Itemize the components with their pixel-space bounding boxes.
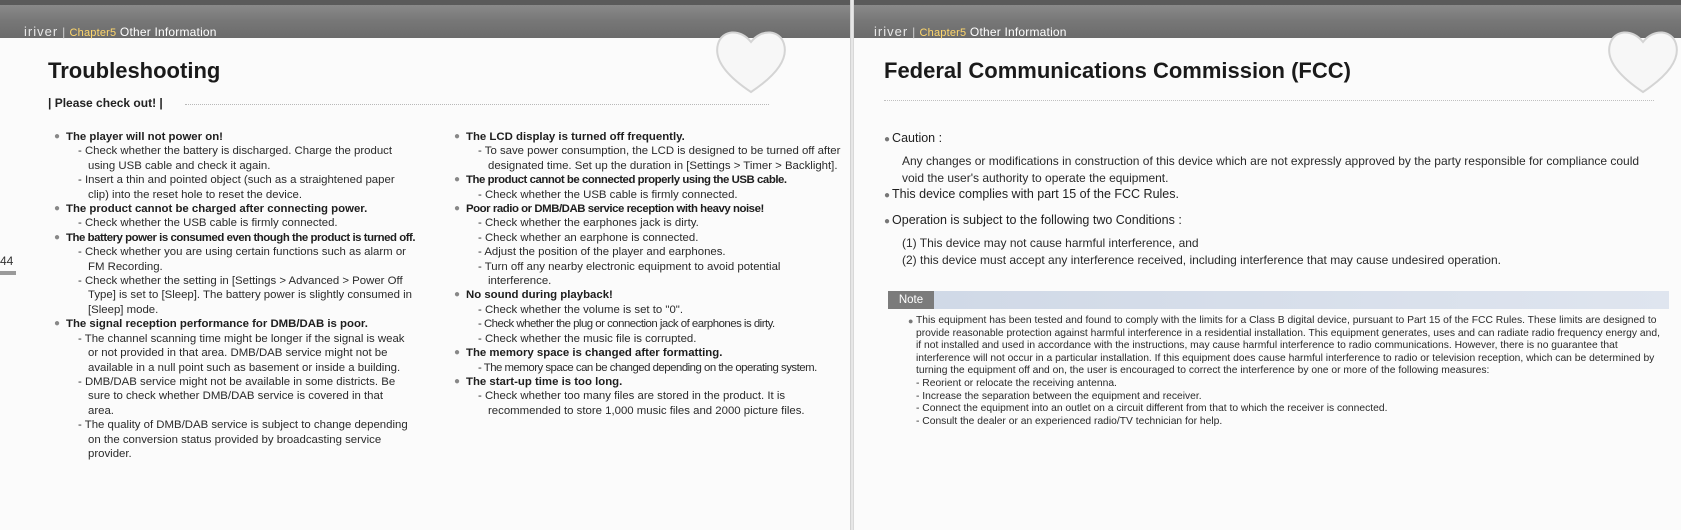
problem-heading: The battery power is consumed even though the product is turned off. (66, 231, 416, 244)
page-title: Troubleshooting (48, 58, 221, 83)
section-subtitle: | Please check out! | (48, 96, 163, 110)
solution-line: - DMB/DAB service might not be available in some districts. Be sure to check whether DMB/DAB service is covered in that area. (78, 375, 396, 417)
solution-line: - Insert a thin and pointed object (such as a straightened paper clip) into the reset hole to reset the device. (78, 174, 395, 201)
operation-label: Operation is subject to the following two Conditions : (892, 213, 1182, 227)
bullet-icon: ● (54, 131, 61, 142)
page-marker (0, 271, 16, 275)
problem-heading: The product cannot be connected properly using the USB cable. (466, 174, 787, 187)
solution-line: - Check whether the USB cable is firmly connected. (78, 217, 338, 230)
solution-line: - Check whether the volume is set to "0". (478, 303, 683, 316)
troubleshooting-item (452, 288, 842, 346)
part15-block: ● This device complies with part 15 of the FCC Rules. (884, 187, 1179, 201)
chapter-label: Chapter5 (919, 27, 967, 39)
troubleshooting-item (452, 346, 842, 375)
solution-line: - The quality of DMB/DAB service is subject to change depending on the conversion status provided by broadcasting service provider. (78, 419, 408, 460)
condition-1: (1) This device may not cause harmful interference, and (902, 236, 1199, 250)
caution-label: Caution : (892, 131, 943, 145)
solution-line: - Check whether you are using certain functions such as alarm or FM Recording. (78, 246, 406, 273)
solution-line: - Check whether the battery is discharged. Charge the product using USB cable and check it again. (78, 145, 393, 172)
right-page (854, 0, 1681, 530)
bullet-icon: ● (454, 131, 461, 142)
part15-statement: This device complies with part 15 of the FCC Rules. (892, 187, 1179, 201)
troubleshooting-item (52, 231, 416, 317)
solution-line: - Check whether an earphone is connected. (478, 231, 699, 244)
troubleshooting-item (52, 202, 412, 231)
solution-line: - Check whether too many files are stored in the product. It is recommended to store 1,000 music files and 2000 picture files. (478, 390, 805, 417)
breadcrumb-separator: | (912, 25, 916, 39)
solution-line: - The channel scanning time might be longer if the signal is weak or not provided in that area. DMB/DAB service might not be available in a null point such as basement or inside a building. (78, 332, 405, 374)
troubleshooting-item (452, 202, 842, 288)
bullet-icon: ● (54, 231, 61, 243)
problem-heading: The player will not power on! (66, 131, 223, 143)
bullet-icon: ● (454, 375, 461, 387)
solution-line: - Turn off any nearby electronic equipment to avoid potential interference. (478, 260, 781, 288)
note-body: ● This equipment has been tested and found to comply with the limits for a Class B digital device, pursuant to Part 15 of the FCC Rules. These limits are designed to provide reasonable protection against harmful interference in a residential installation. This equipment generates, uses and can radiate radio frequency energy and, if not installed and used in accordance with the instructions, may cause harmful interference to radio communications. However, there is no guarantee that interference will not occur in a particular installation. If this equipment does cause harmful interference to radio or television reception, which can be determined by turning the equipment off and on, the user is encouraged to correct the interference by one or more of the following measures: - Reorient or relocate the receiving antenna. - Increase the separation between the equipment and receiver. - Connect the equipment into an outlet on a circuit different from that to which the receiver is connected. - Consult the dealer or an experienced radio/TV technician for help. (908, 315, 1664, 428)
chapter-label: Chapter5 (69, 27, 117, 39)
problem-heading: The signal reception performance for DMB/DAB is poor. (66, 318, 368, 331)
caution-block: ● Caution : Any changes or modifications in construction of this device which are not expressly approved by the party responsible for compliance could void the user's authority to operate the equipment. (884, 130, 1654, 187)
troubleshooting-item (452, 173, 842, 202)
troubleshooting-item (52, 130, 412, 202)
problem-heading: The memory space is changed after formatting. (466, 347, 723, 360)
caution-text: Any changes or modifications in construction of this device which are not expressly approved by the party responsible for compliance could void the user's authority to operate the equipment. (902, 154, 1640, 185)
bullet-icon: ● (454, 203, 461, 215)
bullet-icon: ● (454, 289, 461, 301)
section-label: Other Information (119, 25, 217, 39)
problem-heading: The product cannot be charged after connecting power. (66, 203, 368, 216)
bullet-icon: ● (54, 318, 61, 330)
heart-outline-icon (706, 14, 796, 104)
troubleshooting-column-2 (452, 130, 842, 418)
breadcrumb (24, 24, 217, 39)
section-label: Other Information (969, 25, 1067, 39)
note-label: Note (888, 291, 934, 309)
bullet-icon: ● (454, 174, 461, 186)
measure-item: - Reorient or relocate the receiving antenna. (916, 377, 1117, 389)
page-number: 44 (0, 254, 14, 268)
problem-heading: The LCD display is turned off frequently. (466, 131, 685, 143)
breadcrumb (874, 24, 1067, 39)
note-header-bar (888, 291, 1669, 309)
solution-line: - Check whether the music file is corrupted. (478, 332, 697, 345)
header-bar (854, 0, 1681, 38)
solution-line: - Check whether the USB cable is firmly connected. (478, 188, 738, 201)
solution-line: - Check whether the earphones jack is dirty. (478, 217, 699, 230)
subtitle-divider (185, 104, 769, 105)
solution-line: - The memory space can be changed depending on the operating system. (478, 361, 817, 374)
problem-heading: Poor radio or DMB/DAB service reception with heavy noise! (466, 203, 764, 216)
bullet-icon: ● (454, 347, 461, 359)
troubleshooting-item (452, 130, 842, 173)
page-title: Federal Communications Commission (FCC) (884, 58, 1351, 83)
measure-item: - Consult the dealer or an experienced radio/TV technician for help. (916, 415, 1223, 427)
heart-outline-icon (1598, 14, 1681, 104)
solution-line: - Check whether the plug or connection jack of earphones is dirty. (478, 318, 775, 331)
measure-item: - Connect the equipment into an outlet on a circuit different from that to which the receiver is connected. (916, 403, 1388, 415)
troubleshooting-column-1 (52, 130, 416, 461)
breadcrumb-separator: | (62, 25, 66, 39)
note-text: This equipment has been tested and found to comply with the limits for a Class B digital device, pursuant to Part 15 of the FCC Rules. These limits are designed to provide reasonable protection against harmful interference in a residential installation. This equipment generates, uses and can radiate radio frequency energy and, if not installed and used in accordance with the instructions, may cause harmful interference to radio communications. However, there is no guarantee that interference will not occur in a particular installation. If this equipment does cause harmful interference to radio or television reception, which can be determined by turning the equipment off and on, the user is encouraged to correct the interference by one or more of the following measures: (916, 315, 1660, 377)
solution-line: - To save power consumption, the LCD is designed to be turned off after designated time. Set up the duration in [Settings > Timer > Backlight]. (478, 145, 841, 172)
brand-logo: iriver (874, 24, 909, 39)
brand-logo: iriver (24, 24, 59, 39)
solution-line: - Adjust the position of the player and earphones. (478, 246, 726, 259)
measure-item: - Increase the separation between the equipment and receiver. (916, 390, 1202, 402)
problem-heading: No sound during playback! (466, 289, 613, 302)
bullet-icon: ● (54, 203, 61, 215)
problem-heading: The start-up time is too long. (466, 375, 623, 388)
condition-2: (2) this device must accept any interference received, including interference that may cause undesired operation. (902, 253, 1501, 267)
title-divider (884, 100, 1654, 101)
troubleshooting-item (452, 375, 842, 418)
measures-list (908, 378, 1664, 428)
troubleshooting-item (52, 317, 412, 461)
solution-line: - Check whether the setting in [Settings > Advanced > Power Off Type] is set to [Sleep]. The battery power is slightly consumed in [Sleep] mode. (78, 275, 412, 316)
operation-block: ● Operation is subject to the following two Conditions : (1) This device may not cause harmful interference, and (2) this device must accept any interference received, including interference that may cause undesired operation. (884, 212, 1654, 269)
